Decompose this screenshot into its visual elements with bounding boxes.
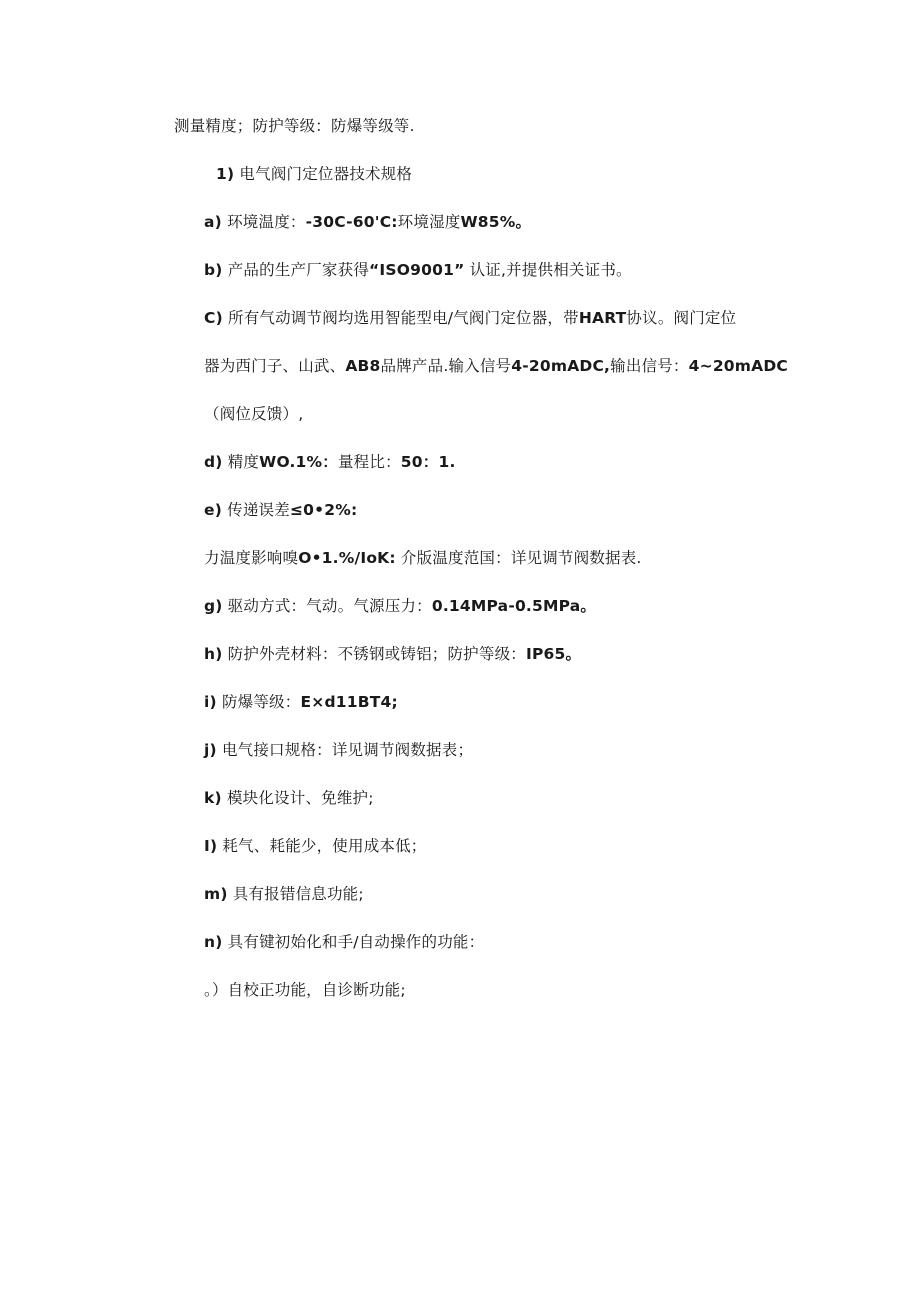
list-item-e	[204, 499, 357, 521]
list-item-m	[204, 883, 364, 905]
list-item-text: 所有气动调节阀均选用智能型电/气阀门定位器，带	[228, 309, 579, 327]
list-item-number: e)	[204, 501, 222, 519]
list-item-number: h)	[204, 645, 223, 663]
list-item-text: 协议。阀门定位	[626, 309, 737, 327]
list-item-f	[204, 547, 642, 569]
list-item-value: W85%。	[460, 213, 532, 231]
list-item-text: 介版温度范国：详见调节阀数据表.	[400, 549, 642, 567]
list-item-o	[204, 979, 406, 1001]
list-item-text: 认证,并提供相关证书。	[469, 261, 632, 279]
list-item-number: i)	[204, 693, 217, 711]
list-item-i	[204, 691, 398, 713]
list-item-text: 电气接口规格：详见调节阀数据表；	[221, 741, 474, 759]
list-item-number: m)	[204, 885, 228, 903]
list-item-value: -30C-60'C:	[305, 213, 398, 231]
list-item-c-continued-2	[204, 403, 303, 425]
list-item-text: 传递误差	[227, 501, 290, 519]
list-item-text: 驱动方式：气动。气源压力：	[227, 597, 432, 615]
line-text: 测量精度；防护等级：防爆等级等.	[174, 117, 415, 135]
list-item-text: 环境温度：	[227, 213, 306, 231]
list-item-text: 耗气、耗能少，使用成本低；	[222, 837, 427, 855]
list-item-number: b)	[204, 261, 223, 279]
list-item-number: j)	[204, 741, 217, 759]
list-item-text: 防爆等级：	[221, 693, 301, 711]
list-item-number: I)	[204, 837, 218, 855]
list-item-text: 模块化设计、免维护;	[226, 789, 374, 807]
list-item-l	[204, 835, 427, 857]
list-item-number: a)	[204, 213, 222, 231]
list-item-j	[204, 739, 473, 761]
list-item-d	[204, 451, 456, 473]
list-item-k	[204, 787, 374, 809]
list-item-a	[204, 211, 531, 233]
list-item-text: 器为西门子、山武、	[204, 357, 346, 375]
list-item-text: 量程比：	[337, 453, 401, 471]
text-line-intro	[174, 115, 415, 137]
list-item-text: 。）自校正功能，自诊断功能;	[204, 981, 406, 999]
list-item-text: （阀位反馈）,	[204, 405, 304, 423]
list-item-number: n)	[204, 933, 223, 951]
list-item-value: HART	[578, 309, 627, 327]
list-item-value: 4-20mADC,	[511, 357, 611, 375]
list-item-c-continued	[204, 355, 788, 377]
list-item-b	[204, 259, 632, 281]
list-item-text: 具有报错信息功能;	[232, 885, 364, 903]
list-item-text: 具有键初始化和手/自动操作的功能：	[227, 933, 485, 951]
section-number: 1)	[216, 165, 235, 183]
list-item-value: O•1.%/IoK:	[298, 549, 396, 567]
list-item-value: WO.1%：	[259, 453, 338, 471]
list-item-n	[204, 931, 484, 953]
list-item-text: 品牌产品.输入信号	[380, 357, 512, 375]
list-item-c	[204, 307, 736, 329]
list-item-value: 4~20mADC	[688, 357, 788, 375]
list-item-text: 防护外壳材料：不锈钢或铸铝；防护等级：	[227, 645, 526, 663]
list-item-text: 产品的生产厂家获得	[227, 261, 370, 279]
list-item-value: ≤0•2%:	[289, 501, 358, 519]
list-item-text: 力温度影响嗅	[204, 549, 299, 567]
list-item-value: AB8	[345, 357, 381, 375]
list-item-value: E×d11BT4;	[300, 693, 398, 711]
list-item-h	[204, 643, 581, 665]
list-item-number: C)	[204, 309, 223, 327]
list-item-value: IP65。	[525, 645, 582, 663]
list-item-text: 环境湿度	[397, 213, 461, 231]
list-item-number: k)	[204, 789, 222, 807]
list-item-g	[204, 595, 596, 617]
list-item-number: d)	[204, 453, 223, 471]
list-item-value: “ISO9001”	[369, 261, 465, 279]
list-item-text: 输出信号：	[610, 357, 689, 375]
list-item-value: 50：1.	[400, 453, 456, 471]
list-item-text: 精度	[227, 453, 260, 471]
section-title: 电气阀门定位器技术规格	[239, 165, 413, 183]
list-item-number: g)	[204, 597, 223, 615]
list-item-value: 0.14MPa-0.5MPa。	[431, 597, 597, 615]
section-heading	[216, 163, 412, 185]
